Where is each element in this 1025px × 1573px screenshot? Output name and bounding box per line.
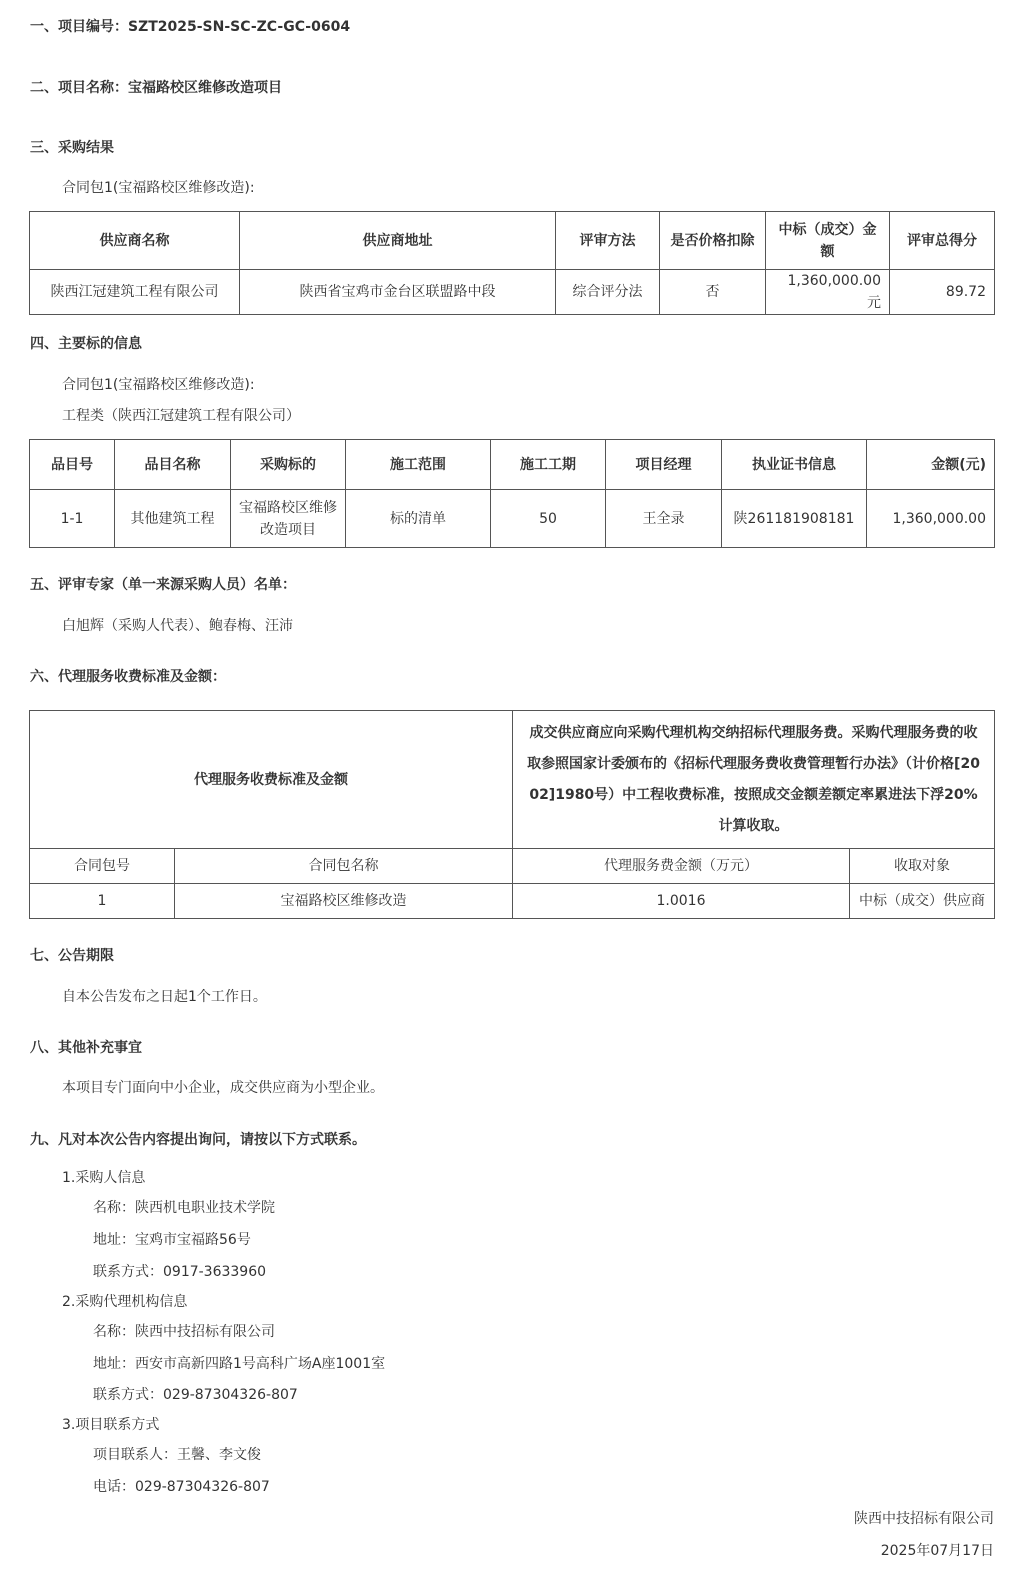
agency-address: 地址：西安市高新四路1号高科广场A座1001室 bbox=[93, 1356, 386, 1372]
result-package-label: 合同包1(宝福路校区维修改造): bbox=[62, 180, 255, 196]
purchaser-name: 名称：陕西机电职业技术学院 bbox=[93, 1200, 275, 1216]
table-header: 是否价格扣除 bbox=[660, 212, 766, 270]
review-method: 综合评分法 bbox=[556, 270, 660, 315]
item-amount: 1,360,000.00 bbox=[867, 490, 995, 548]
agency-title: 2.采购代理机构信息 bbox=[62, 1294, 188, 1310]
table-header: 合同包名称 bbox=[175, 849, 513, 884]
total-score: 89.72 bbox=[890, 270, 995, 315]
agency-phone: 联系方式：029-87304326-807 bbox=[93, 1387, 298, 1403]
fee-standard-label: 代理服务收费标准及金额 bbox=[30, 711, 513, 849]
subject-table bbox=[29, 439, 995, 548]
project-contact-phone: 电话：029-87304326-807 bbox=[93, 1479, 270, 1495]
section-project-name: 二、项目名称：宝福路校区维修改造项目 bbox=[30, 80, 282, 96]
section-period: 七、公告期限 bbox=[30, 948, 114, 964]
award-amount: 1,360,000.00元 bbox=[766, 270, 890, 315]
fee-payer: 中标（成交）供应商 bbox=[850, 884, 995, 919]
fee-standard-row bbox=[30, 711, 995, 849]
section-project-number: 一、项目编号：SZT2025-SN-SC-ZC-GC-0604 bbox=[30, 19, 351, 35]
subject-package-label: 合同包1(宝福路校区维修改造): bbox=[62, 377, 255, 393]
supplier-name: 陕西江冠建筑工程有限公司 bbox=[30, 270, 240, 315]
table-row bbox=[30, 490, 995, 548]
experts-list: 白旭辉（采购人代表）、鲍春梅、汪沛 bbox=[62, 618, 293, 634]
period-text: 自本公告发布之日起1个工作日。 bbox=[62, 989, 267, 1005]
project-contact-person: 项目联系人：王馨、李文俊 bbox=[93, 1447, 261, 1463]
table-header: 供应商地址 bbox=[240, 212, 556, 270]
agency-name: 名称：陕西中技招标有限公司 bbox=[93, 1324, 275, 1340]
table-header: 供应商名称 bbox=[30, 212, 240, 270]
fee-table bbox=[29, 710, 995, 919]
project-contact-title: 3.项目联系方式 bbox=[62, 1417, 160, 1433]
footer-organization: 陕西中技招标有限公司 bbox=[854, 1511, 994, 1527]
purchaser-title: 1.采购人信息 bbox=[62, 1170, 146, 1186]
table-header: 施工工期 bbox=[491, 440, 606, 490]
fee-amount: 1.0016 bbox=[513, 884, 850, 919]
supplier-address: 陕西省宝鸡市金台区联盟路中段 bbox=[240, 270, 556, 315]
construction-scope: 标的清单 bbox=[346, 490, 491, 548]
section-experts: 五、评审专家（单一来源采购人员）名单： bbox=[30, 577, 296, 593]
fee-header-row bbox=[30, 849, 995, 884]
table-header: 品目名称 bbox=[115, 440, 231, 490]
construction-period: 50 bbox=[491, 490, 606, 548]
subject-header-row bbox=[30, 440, 995, 490]
result-table bbox=[29, 211, 995, 315]
section-contact: 九、凡对本次公告内容提出询问，请按以下方式联系。 bbox=[30, 1132, 366, 1148]
table-header: 中标（成交）金额 bbox=[766, 212, 890, 270]
table-header: 品目号 bbox=[30, 440, 115, 490]
price-deduction: 否 bbox=[660, 270, 766, 315]
certificate-info: 陕261181908181 bbox=[722, 490, 867, 548]
result-header-row bbox=[30, 212, 995, 270]
table-header: 采购标的 bbox=[231, 440, 346, 490]
table-header: 执业证书信息 bbox=[722, 440, 867, 490]
supplement-text: 本项目专门面向中小企业，成交供应商为小型企业。 bbox=[62, 1080, 384, 1096]
item-number: 1-1 bbox=[30, 490, 115, 548]
procurement-subject: 宝福路校区维修改造项目 bbox=[231, 490, 346, 548]
table-header: 评审方法 bbox=[556, 212, 660, 270]
table-header: 项目经理 bbox=[606, 440, 722, 490]
section-agency-fee: 六、代理服务收费标准及金额： bbox=[30, 669, 226, 685]
fee-standard-description: 成交供应商应向采购代理机构交纳招标代理服务费。采购代理服务费的收取参照国家计委颁布的《招标代理服务费收费管理暂行办法》（计价格[2002]1980号）中工程收费标准，按照成交金额差额定率累进法下浮20%计算收取。 bbox=[513, 711, 995, 849]
table-header: 合同包号 bbox=[30, 849, 175, 884]
section-procurement-result: 三、采购结果 bbox=[30, 140, 114, 156]
table-header: 施工范围 bbox=[346, 440, 491, 490]
table-row bbox=[30, 270, 995, 315]
purchaser-phone: 联系方式：0917-3633960 bbox=[93, 1264, 267, 1280]
section-subject-info: 四、主要标的信息 bbox=[30, 336, 142, 352]
package-number: 1 bbox=[30, 884, 175, 919]
table-header: 收取对象 bbox=[850, 849, 995, 884]
section-supplement: 八、其他补充事宜 bbox=[30, 1040, 142, 1056]
item-name: 其他建筑工程 bbox=[115, 490, 231, 548]
table-header: 代理服务费金额（万元） bbox=[513, 849, 850, 884]
subject-category: 工程类（陕西江冠建筑工程有限公司） bbox=[62, 408, 300, 424]
table-header: 金额(元) bbox=[867, 440, 995, 490]
purchaser-address: 地址：宝鸡市宝福路56号 bbox=[93, 1232, 251, 1248]
package-name: 宝福路校区维修改造 bbox=[175, 884, 513, 919]
footer-date: 2025年07月17日 bbox=[880, 1543, 994, 1559]
table-header: 评审总得分 bbox=[890, 212, 995, 270]
table-row bbox=[30, 884, 995, 919]
project-manager: 王全录 bbox=[606, 490, 722, 548]
